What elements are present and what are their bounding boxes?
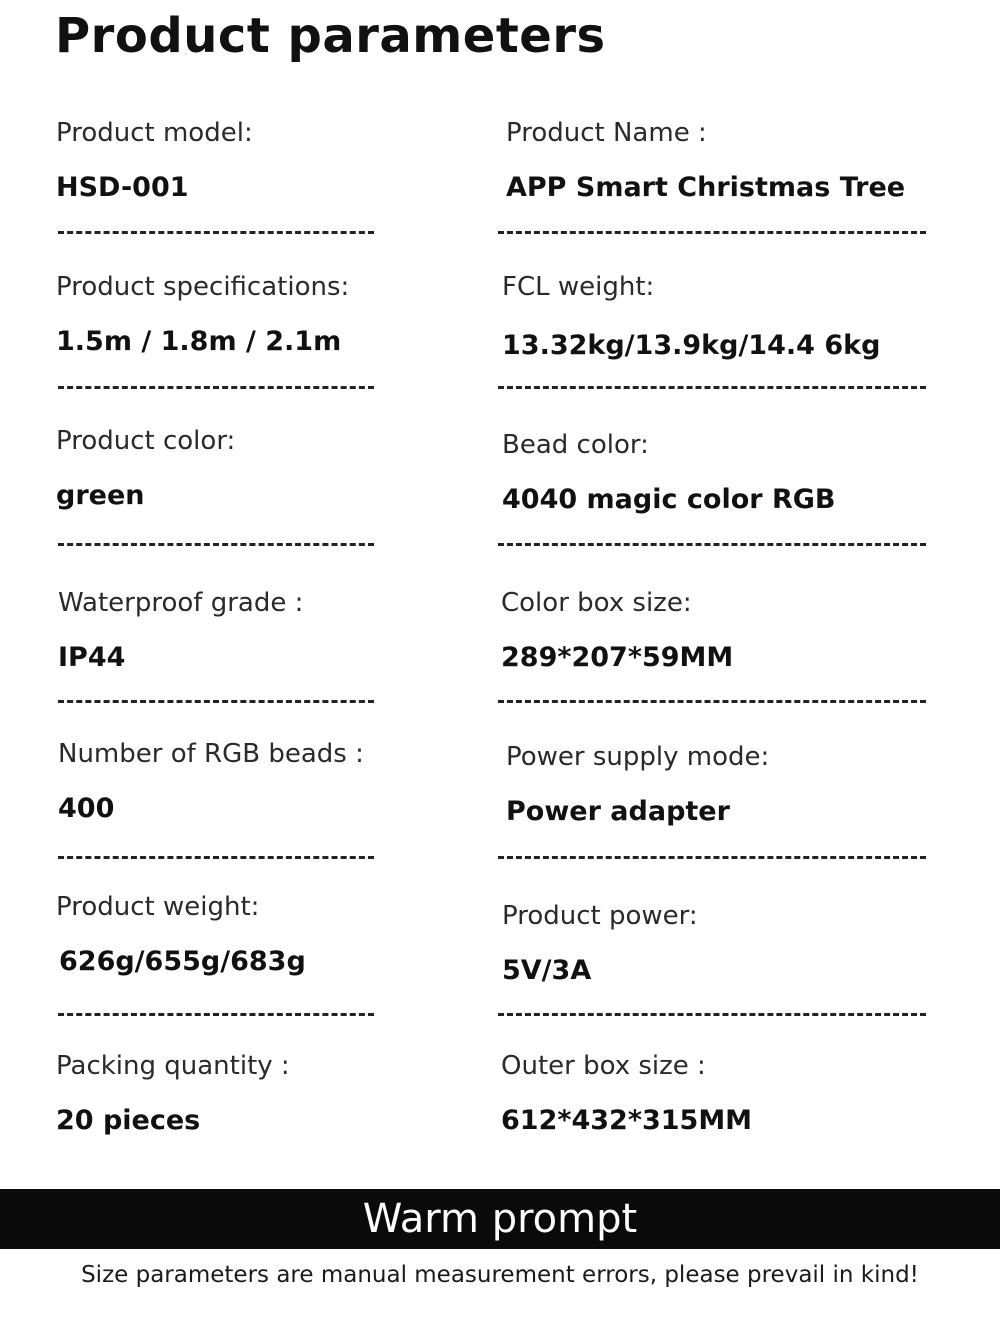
- param-value: 4040 magic color RGB: [502, 484, 836, 515]
- param-label: Color box size:: [501, 588, 692, 618]
- divider: [58, 543, 374, 546]
- warm-prompt-title: Warm prompt: [362, 1196, 638, 1242]
- param-value: green: [56, 480, 145, 511]
- param-label: FCL weight:: [502, 272, 655, 302]
- param-color-box-size: [501, 588, 733, 673]
- divider: [58, 386, 374, 389]
- divider: [58, 856, 374, 859]
- param-packing-quantity: [56, 1051, 290, 1136]
- param-label: Waterproof grade :: [58, 588, 304, 618]
- param-label: Outer box size :: [501, 1051, 706, 1081]
- param-value: 612*432*315MM: [501, 1105, 753, 1136]
- param-waterproof-grade: [58, 588, 303, 673]
- divider: [498, 856, 926, 859]
- param-product-weight: [56, 892, 306, 977]
- param-product-power: [502, 901, 698, 986]
- param-label: Number of RGB beads :: [58, 739, 364, 769]
- divider: [498, 386, 926, 389]
- param-value: 1.5m / 1.8m / 2.1m: [56, 326, 342, 357]
- param-product-name: [506, 118, 905, 203]
- divider: [498, 1013, 926, 1016]
- param-bead-color: [502, 430, 836, 515]
- param-value: IP44: [58, 642, 126, 673]
- param-product-specifications: [56, 272, 349, 357]
- param-value: 400: [58, 793, 115, 824]
- param-value: 289*207*59MM: [501, 642, 734, 673]
- param-value: APP Smart Christmas Tree: [506, 172, 906, 203]
- param-value: 5V/3A: [502, 955, 592, 986]
- divider: [58, 700, 374, 703]
- page-title: Product parameters: [55, 8, 606, 64]
- warm-prompt-note: Size parameters are manual measurement errors, please prevail in kind!: [81, 1262, 919, 1288]
- param-label: Power supply mode:: [506, 742, 770, 772]
- divider: [58, 1013, 374, 1016]
- param-number-of-rgb-beads: [58, 739, 364, 824]
- param-label: Product color:: [56, 426, 236, 456]
- param-label: Product weight:: [56, 892, 260, 922]
- param-value: HSD-001: [56, 172, 189, 203]
- param-value: 20 pieces: [56, 1105, 201, 1136]
- param-value: Power adapter: [506, 796, 730, 827]
- divider: [58, 231, 374, 234]
- divider: [498, 543, 926, 546]
- param-power-supply-mode: [506, 742, 769, 827]
- param-label: Packing quantity :: [56, 1051, 290, 1081]
- param-label: Product model:: [56, 118, 253, 148]
- divider: [498, 231, 926, 234]
- param-label: Product specifications:: [56, 272, 350, 302]
- param-label: Product Name :: [506, 118, 707, 148]
- param-value: 13.32kg/13.9kg/14.4 6kg: [502, 330, 881, 361]
- param-label: Product power:: [502, 901, 698, 931]
- param-label: Bead color:: [502, 430, 649, 460]
- param-product-color: [56, 426, 235, 511]
- warm-prompt-banner: [0, 1189, 1000, 1249]
- param-value: 626g/655g/683g: [59, 946, 306, 977]
- divider: [498, 700, 926, 703]
- param-product-model: [56, 118, 253, 203]
- param-outer-box-size: [501, 1051, 752, 1136]
- param-fcl-weight: [502, 272, 880, 361]
